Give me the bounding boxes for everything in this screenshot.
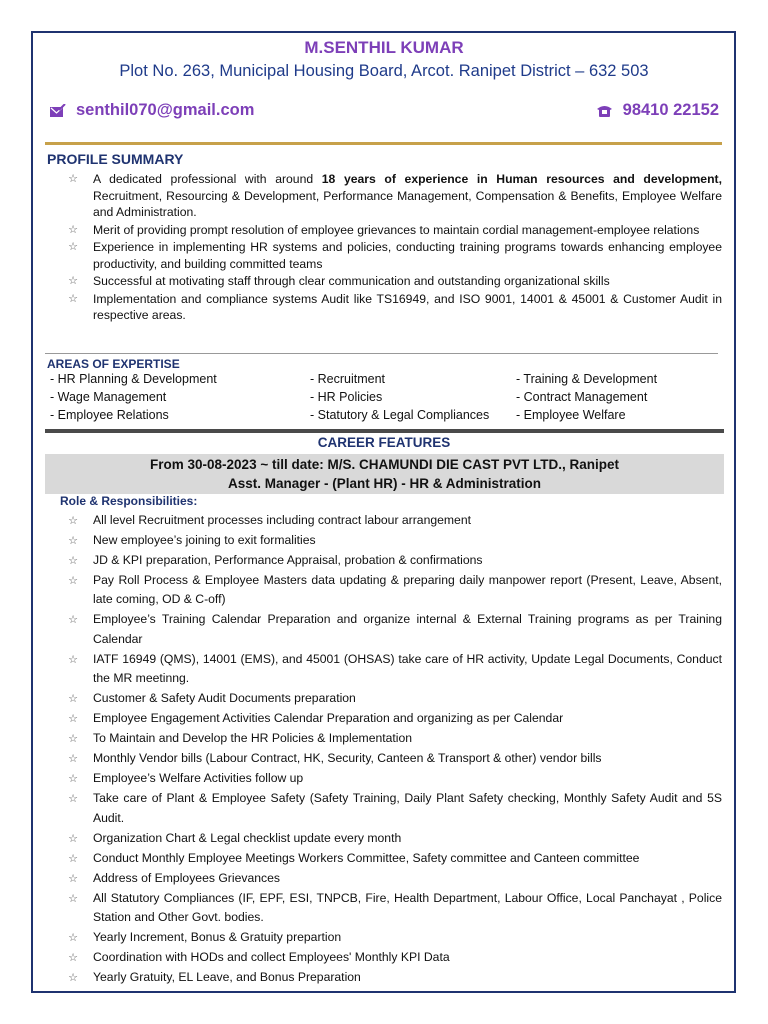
responsibility-text: New employee’s joining to exit formalities [93, 533, 316, 547]
expertise-item: - Statutory & Legal Compliances [310, 408, 490, 422]
profile-summary-text: Merit of providing prompt resolution of employee grievances to maintain cordial management-employee relations [93, 222, 700, 237]
responsibility-text: Organization Chart & Legal checklist update every month [93, 830, 402, 845]
star-bullet-icon: ☆ [68, 732, 78, 746]
profile-summary-heading: PROFILE SUMMARY [47, 151, 184, 167]
star-bullet-icon: ☆ [68, 831, 78, 845]
expertise-item: - Wage Management [50, 390, 167, 404]
expertise-item: - Employee Relations [50, 408, 169, 422]
expertise-item: - Contract Management [516, 390, 648, 404]
roles-list [65, 511, 722, 988]
profile-summary-text: Recruitment, Resourcing & Development, Performance Management, Compensation & Benefits, Employee Welfare and Administration. [93, 188, 722, 219]
star-bullet-icon: ☆ [68, 291, 78, 305]
profile-summary-text: Implementation and compliance systems Audit like TS16949, and ISO 9001, 14001 & 45001 & Customer Audit in respective areas. [93, 291, 722, 322]
job-header-band [45, 454, 724, 494]
responsibility-text: All level Recruitment processes including contract labour arrangement [93, 513, 471, 527]
responsibility-text: Customer & Safety Audit Documents preparation [93, 691, 356, 706]
responsibility-text: Address of Employees Grievances [93, 870, 280, 885]
responsibility-text: Employee Engagement Activities Calendar Preparation and organizing as per Calendar [93, 711, 564, 726]
responsibility-text: To Maintain and Develop the HR Policies & Implementation [93, 731, 413, 746]
star-bullet-icon: ☆ [68, 772, 78, 786]
candidate-address: Plot No. 263, Municipal Housing Board, Arcot. Ranipet District – 632 503 [119, 62, 649, 80]
responsibility-text: Take care of Plant & Employee Safety (Safety Training, Daily Plant Safety checking, Monthly Safety Audit and 5S Audit. [93, 791, 722, 825]
roles-heading: Role & Responsibilities: [60, 494, 198, 508]
profile-summary-item [65, 291, 722, 324]
responsibility-text: Conduct Monthly Employee Meetings Workers Committee, Safety committee and Canteen committee [93, 850, 640, 865]
star-bullet-icon: ☆ [68, 792, 78, 806]
responsibility-item [65, 511, 722, 530]
star-bullet-icon: ☆ [68, 891, 78, 905]
responsibility-item [65, 689, 722, 708]
profile-summary-list [65, 171, 722, 325]
responsibility-text: Employee’s Training Calendar Preparation and organize internal & External Training programs as per Training Calendar [93, 612, 722, 646]
star-bullet-icon: ☆ [68, 240, 78, 253]
header-divider [45, 142, 722, 145]
star-bullet-icon: ☆ [68, 514, 78, 527]
phone-text: 98410 22152 [622, 101, 719, 119]
expertise-row [50, 372, 720, 390]
profile-summary-text: A dedicated professional with around [93, 172, 322, 186]
star-bullet-icon: ☆ [68, 574, 78, 587]
expertise-item: - HR Policies [310, 390, 383, 404]
profile-summary-item [65, 273, 722, 290]
responsibility-text: Monthly Vendor bills (Labour Contract, HK, Security, Canteen & Transport & other) vendor bills [93, 751, 602, 766]
responsibility-text: Employee’s Welfare Activities follow up [93, 771, 304, 786]
responsibility-item [65, 749, 722, 768]
star-bullet-icon: ☆ [68, 712, 78, 726]
star-bullet-icon: ☆ [68, 613, 78, 627]
responsibility-text: Coordination with HODs and collect Employees' Monthly KPI Data [93, 950, 450, 965]
responsibility-text: JD & KPI preparation, Performance Appraisal, probation & confirmations [93, 553, 483, 567]
star-bullet-icon: ☆ [68, 951, 78, 965]
profile-summary-item [65, 222, 722, 239]
expertise-item: - Employee Welfare [516, 408, 626, 422]
star-bullet-icon: ☆ [68, 172, 78, 185]
star-bullet-icon: ☆ [68, 652, 78, 666]
star-bullet-icon: ☆ [68, 692, 78, 706]
phone-icon [597, 104, 613, 118]
expertise-item: - Training & Development [516, 372, 658, 386]
expertise-row [50, 408, 720, 426]
star-bullet-icon: ☆ [68, 871, 78, 885]
responsibility-item [65, 829, 722, 848]
profile-summary-item [65, 239, 722, 272]
star-bullet-icon: ☆ [68, 851, 78, 865]
star-bullet-icon: ☆ [68, 931, 78, 945]
job-period-company: From 30-08-2023 ~ till date: M/S. CHAMUNDI DIE CAST PVT LTD., Ranipet [150, 457, 619, 472]
responsibility-item [65, 610, 722, 649]
star-bullet-icon: ☆ [68, 554, 78, 567]
mail-icon [50, 104, 66, 118]
responsibility-item [65, 948, 722, 967]
responsibility-item [65, 571, 722, 610]
responsibility-item [65, 551, 722, 570]
expertise-grid [50, 372, 720, 426]
responsibility-item [65, 729, 722, 748]
star-bullet-icon: ☆ [68, 222, 78, 236]
profile-summary-text: Successful at motivating staff through clear communication and outstanding organizational skills [93, 274, 610, 288]
expertise-item: - Recruitment [310, 372, 386, 386]
profile-summary-text: 18 years of experience in Human resources and development, [321, 172, 722, 186]
responsibility-item [65, 889, 722, 928]
responsibility-text: Yearly Gratuity, EL Leave, and Bonus Preparation [93, 970, 361, 985]
star-bullet-icon: ☆ [68, 971, 78, 985]
email-text: senthil070@gmail.com [76, 101, 255, 119]
profile-summary-item [65, 171, 722, 221]
responsibility-item [65, 769, 722, 788]
responsibility-item [65, 928, 722, 947]
responsibility-text: Pay Roll Process & Employee Masters data updating & preparing daily manpower report (Present, Leave, Absent, late coming, OD & C-off) [93, 573, 722, 607]
responsibility-item [65, 869, 722, 888]
star-bullet-icon: ☆ [68, 274, 78, 287]
career-divider [45, 429, 724, 433]
responsibility-item [65, 968, 722, 987]
responsibility-item [65, 789, 722, 828]
career-heading: CAREER FEATURES [317, 435, 451, 450]
profile-summary-text: Experience in implementing HR systems and policies, conducting training programs towards enhancing employee productivity, and building committed teams [93, 240, 722, 271]
expertise-heading: AREAS OF EXPERTISE [47, 357, 180, 371]
candidate-name: M.SENTHIL KUMAR [304, 38, 464, 57]
responsibility-item [65, 650, 722, 689]
star-bullet-icon: ☆ [68, 752, 78, 766]
job-title: Asst. Manager - (Plant HR) - HR & Administration [227, 476, 542, 491]
star-bullet-icon: ☆ [68, 534, 78, 547]
section-divider [45, 353, 718, 354]
responsibility-text: Yearly Increment, Bonus & Gratuity prepartion [93, 930, 342, 945]
responsibility-item [65, 709, 722, 728]
expertise-item: - HR Planning & Development [50, 372, 217, 386]
responsibility-item [65, 849, 722, 868]
expertise-row [50, 390, 720, 408]
responsibility-item [65, 531, 722, 550]
responsibility-text: All Statutory Compliances (IF, EPF, ESI, TNPCB, Fire, Health Department, Labour Office, Local Panchayat , Police Station and Other Govt. bodies. [93, 890, 722, 925]
phone-contact[interactable] [597, 101, 719, 120]
email-contact[interactable] [50, 101, 254, 120]
responsibility-text: IATF 16949 (QMS), 14001 (EMS), and 45001 (OHSAS) take care of HR activity, Update Legal Documents, Conduct the MR meetinng. [93, 651, 722, 686]
